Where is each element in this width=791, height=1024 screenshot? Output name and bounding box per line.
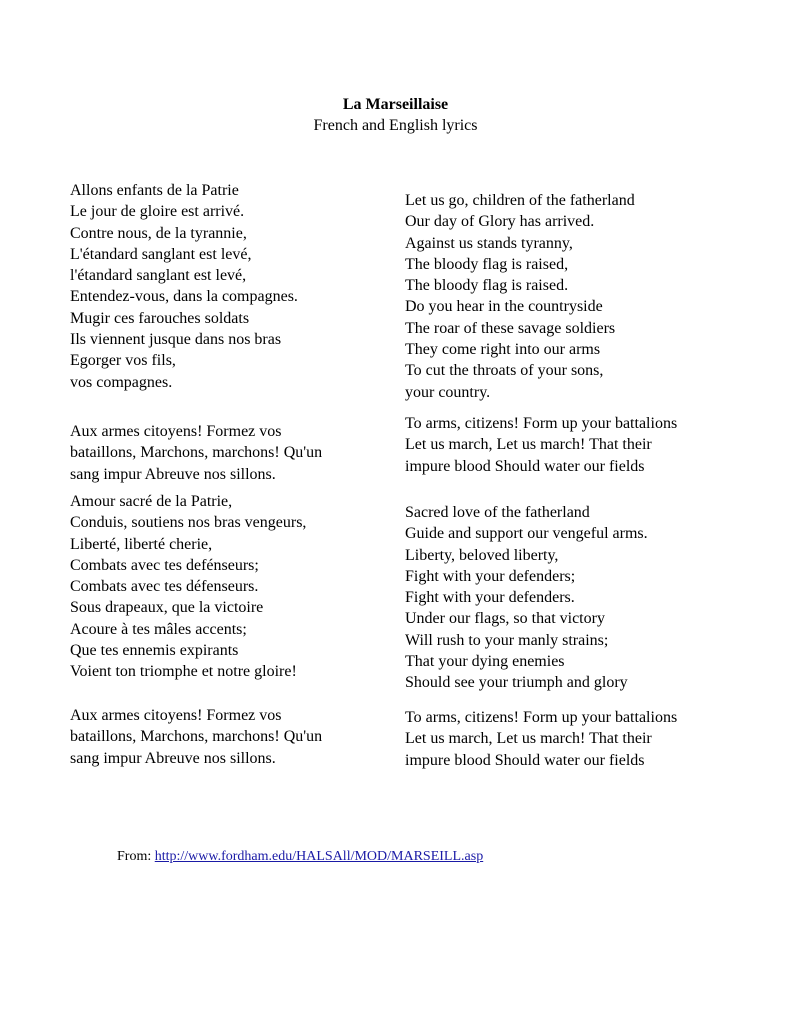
french-refrain-2: Aux armes citoyens! Formez vos bataillons, Marchons, marchons! Qu'un sang impur Abreuve nos sillons. [70, 707, 323, 767]
french-stanza-2: Amour sacré de la Patrie, Conduis, soutiens nos bras vengeurs, Liberté, liberté cherie, Combats avec tes defénseurs; Combats avec tes défenseurs. Sous drapeaux, que la victoire Acoure à tes mâles accents; Que tes ennemis expirants Voient ton triomphe et notre gloire! [70, 493, 307, 681]
french-stanza-1: Allons enfants de la Patrie Le jour de gloire est arrivé. Contre nous, de la tyrannie, L'étandard sanglant est levé, l'étandard sanglant est levé, Entendez-vous, dans la compagnes. Mugir ces farouches soldats Ils viennent jusque dans nos bras Egorger vos fils, vos compagnes. [70, 182, 298, 391]
french-refrain-1: Aux armes citoyens! Formez vos bataillons, Marchons, marchons! Qu'un sang impur Abreuve nos sillons. [70, 423, 323, 483]
english-stanza-1: Let us go, children of the fatherland Our day of Glory has arrived. Against us stands tyranny, The bloody flag is raised, The bloody flag is raised. Do you hear in the countryside The roar of these savage soldiers They come right into our arms To cut the throats of your sons, your country. [405, 192, 635, 401]
document-subtitle: French and English lyrics [313, 117, 478, 134]
document-title: La Marseillaise [342, 96, 449, 113]
source-label: From: [117, 849, 152, 864]
english-stanza-2: Sacred love of the fatherland Guide and support our vengeful arms. Liberty, beloved liberty, Fight with your defenders; Fight with your defenders. Under our flags, so that victory Will rush to your manly strains; That your dying enemies Should see your triumph and glory [405, 504, 648, 692]
source-link[interactable]: http://www.fordham.edu/HALSAll/MOD/MARSEILL.asp [154, 849, 484, 864]
english-refrain-2: To arms, citizens! Form up your battalions Let us march, Let us march! That their impure blood Should water our fields [405, 709, 678, 769]
source-citation [117, 848, 483, 866]
english-refrain-1: To arms, citizens! Form up your battalions Let us march, Let us march! That their impure blood Should water our fields [405, 415, 678, 475]
